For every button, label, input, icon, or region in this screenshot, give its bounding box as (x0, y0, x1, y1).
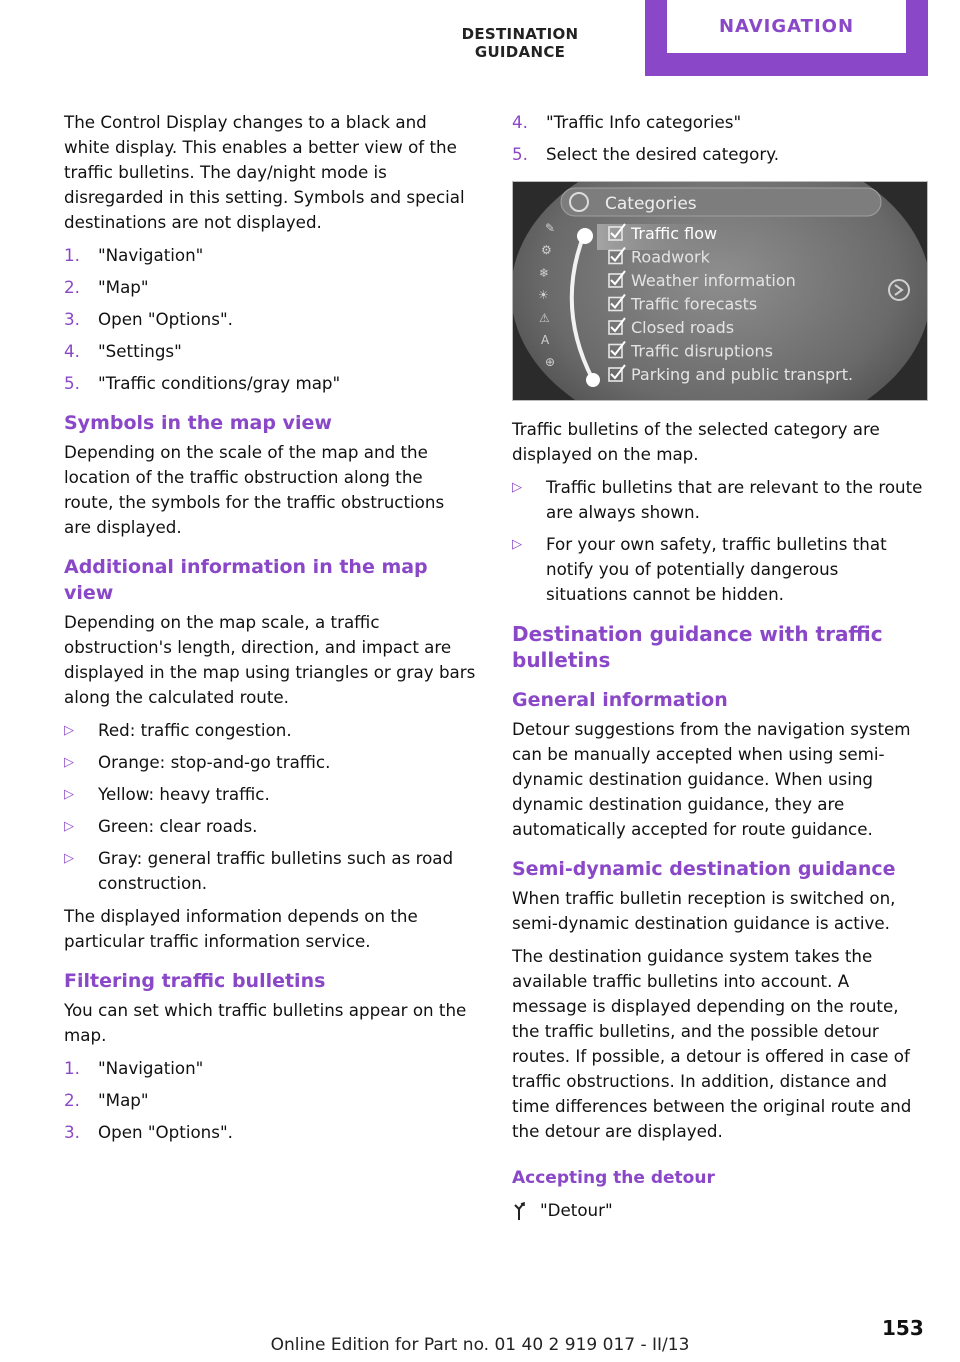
side-icon-3: ❄ (539, 266, 550, 280)
side-icon-5: ⚠ (539, 311, 550, 325)
categories-menu-illustration (513, 182, 928, 401)
step-text: "Navigation" (98, 245, 204, 265)
step-text: "Traffic conditions/gray map" (98, 373, 341, 393)
intro-paragraph: The Control Display changes to a black and white display. This enables a better view of the traffic bulletins. The day/night mode is disregarded in this setting. Symbols and special destinations are not displayed. (64, 112, 465, 232)
heading-accepting-detour: Accepting the detour (512, 1168, 715, 1188)
detour-icon (512, 1201, 540, 1221)
heading-filtering: Filtering traffic bulletins (64, 970, 326, 992)
displayed-info-paragraph: The displayed information depends on the particular traffic information service. (64, 906, 418, 951)
step-number: 1. (64, 1058, 80, 1078)
side-icon-4: ☀ (538, 288, 549, 302)
heading-general-information: General information (512, 689, 728, 711)
heading-additional-info: Additional information in the map view (64, 556, 428, 604)
semi-paragraph-2: The destination guidance system takes the available traffic bulletins into account. A message is displayed depending on the route, the traffic bulletins, and the possible detour routes. If possible, a detour is offered in case of traffic obstructions. In addition, distance and time differences between the original route and the detour are displayed. (512, 946, 912, 1141)
additional-paragraph: Depending on the map scale, a traffic obstruction's length, direction, and impact are displayed in the map using triangles or gray bars along the calculated route. (64, 612, 476, 707)
heading-semi-dynamic: Semi-dynamic destination guidance (512, 858, 896, 880)
category-item-label: Traffic flow (631, 224, 718, 243)
step-text: "Navigation" (98, 1058, 204, 1078)
step-item (64, 371, 476, 396)
steps-list-filter (64, 1056, 476, 1145)
triangle-bullet-icon: ▷ (512, 537, 522, 552)
left-column (64, 110, 476, 1155)
category-item-label: Parking and public transprt. (631, 365, 854, 384)
category-item-label: Traffic forecasts (631, 294, 758, 314)
step-item (64, 339, 476, 364)
triangle-bullet-icon: ▷ (64, 787, 74, 802)
triangle-bullet-icon: ▷ (64, 851, 74, 866)
bulletins-paragraph: Traffic bulletins of the selected category are displayed on the map. (512, 419, 880, 464)
bullet-text: Gray: general traffic bulletins such as road construction. (98, 848, 454, 893)
bullet-item (64, 718, 476, 743)
bullet-text: Yellow: heavy traffic. (98, 784, 270, 804)
category-item-label: Closed roads (631, 318, 735, 337)
chapter-tab (645, 0, 928, 76)
detour-instruction (512, 1198, 924, 1223)
symbols-paragraph: Depending on the scale of the map and the location of the traffic obstruction along the route, the symbols for the traffic obstructions are displayed. (64, 442, 445, 537)
footer-edition: Online Edition for Part no. 01 40 2 919 017 - II/13 (270, 1335, 690, 1355)
step-text: "Map" (98, 277, 149, 297)
step-text: "Map" (98, 1090, 149, 1110)
side-icon-7: ⊕ (545, 355, 556, 369)
bullet-item (64, 814, 476, 839)
right-column (512, 110, 924, 1223)
step-text: "Traffic Info categories" (546, 112, 742, 132)
bullet-item (64, 846, 476, 896)
step-item (512, 142, 924, 167)
category-item-label: Traffic disruptions (631, 341, 773, 361)
step-number: 1. (64, 245, 80, 265)
step-text: Select the desired category. (546, 144, 779, 164)
step-number: 4. (512, 112, 528, 132)
steps-list-gray-map (64, 243, 476, 396)
chapter-tab-label: NAVIGATION (718, 16, 855, 37)
steps-list-filter-continued (512, 110, 924, 167)
heading-symbols-map-view: Symbols in the map view (64, 412, 332, 434)
category-item-label: Roadwork (631, 247, 710, 267)
triangle-bullet-icon: ▷ (64, 755, 74, 770)
bullet-text: Traffic bulletins that are relevant to the route are always shown. (546, 477, 923, 522)
bullet-text: Red: traffic congestion. (98, 720, 292, 740)
step-item (64, 307, 476, 332)
triangle-bullet-icon: ▷ (64, 723, 74, 738)
step-number: 4. (64, 341, 80, 361)
step-item (64, 243, 476, 268)
bullet-item (512, 475, 924, 525)
filter-paragraph: You can set which traffic bulletins appear on the map. (64, 1000, 467, 1045)
selector-top-knob (577, 228, 593, 244)
step-text: Open "Options". (98, 309, 233, 329)
page-number: 153 (882, 1316, 924, 1340)
triangle-bullet-icon: ▷ (64, 819, 74, 834)
step-number: 2. (64, 1090, 80, 1110)
bullet-text: For your own safety, traffic bulletins that notify you of potentially dangerous situations cannot be hidden. (546, 534, 887, 604)
category-item-label: Weather information (631, 271, 796, 290)
bullet-text: Orange: stop-and-go traffic. (98, 752, 331, 772)
heading-destination-guidance: Destination guidance with traffic bulletins (512, 622, 883, 672)
side-icon-6: A (541, 333, 550, 347)
step-number: 5. (64, 373, 80, 393)
side-icon-1: ✎ (545, 221, 556, 235)
side-icon-2: ⚙ (541, 243, 552, 257)
step-number: 3. (64, 309, 80, 329)
selector-bottom-knob (586, 373, 600, 387)
semi-paragraph-1: When traffic bulletin reception is switched on, semi-dynamic destination guidance is active. (512, 888, 896, 933)
running-header-section: DESTINATION GUIDANCE (461, 25, 579, 61)
bullet-item (64, 782, 476, 807)
step-item (64, 1120, 476, 1145)
step-item (512, 110, 924, 135)
color-legend-list (64, 718, 476, 896)
step-item (64, 1056, 476, 1081)
step-text: Open "Options". (98, 1122, 233, 1142)
bullet-item (512, 532, 924, 607)
general-paragraph: Detour suggestions from the navigation system can be manually accepted when using semi-dynamic destination guidance. When using dynamic destination guidance, they are automatically accepted for route guidance. (512, 719, 911, 839)
detour-label: "Detour" (540, 1200, 613, 1220)
bulletins-notes-list (512, 475, 924, 607)
step-item (64, 1088, 476, 1113)
triangle-bullet-icon: ▷ (512, 480, 522, 495)
step-item (64, 275, 476, 300)
step-text: "Settings" (98, 341, 182, 361)
step-number: 3. (64, 1122, 80, 1142)
step-number: 5. (512, 144, 528, 164)
control-display-screenshot (512, 181, 928, 401)
screen-title: Categories (605, 194, 697, 214)
bullet-item (64, 750, 476, 775)
bullet-text: Green: clear roads. (98, 816, 258, 836)
step-number: 2. (64, 277, 80, 297)
